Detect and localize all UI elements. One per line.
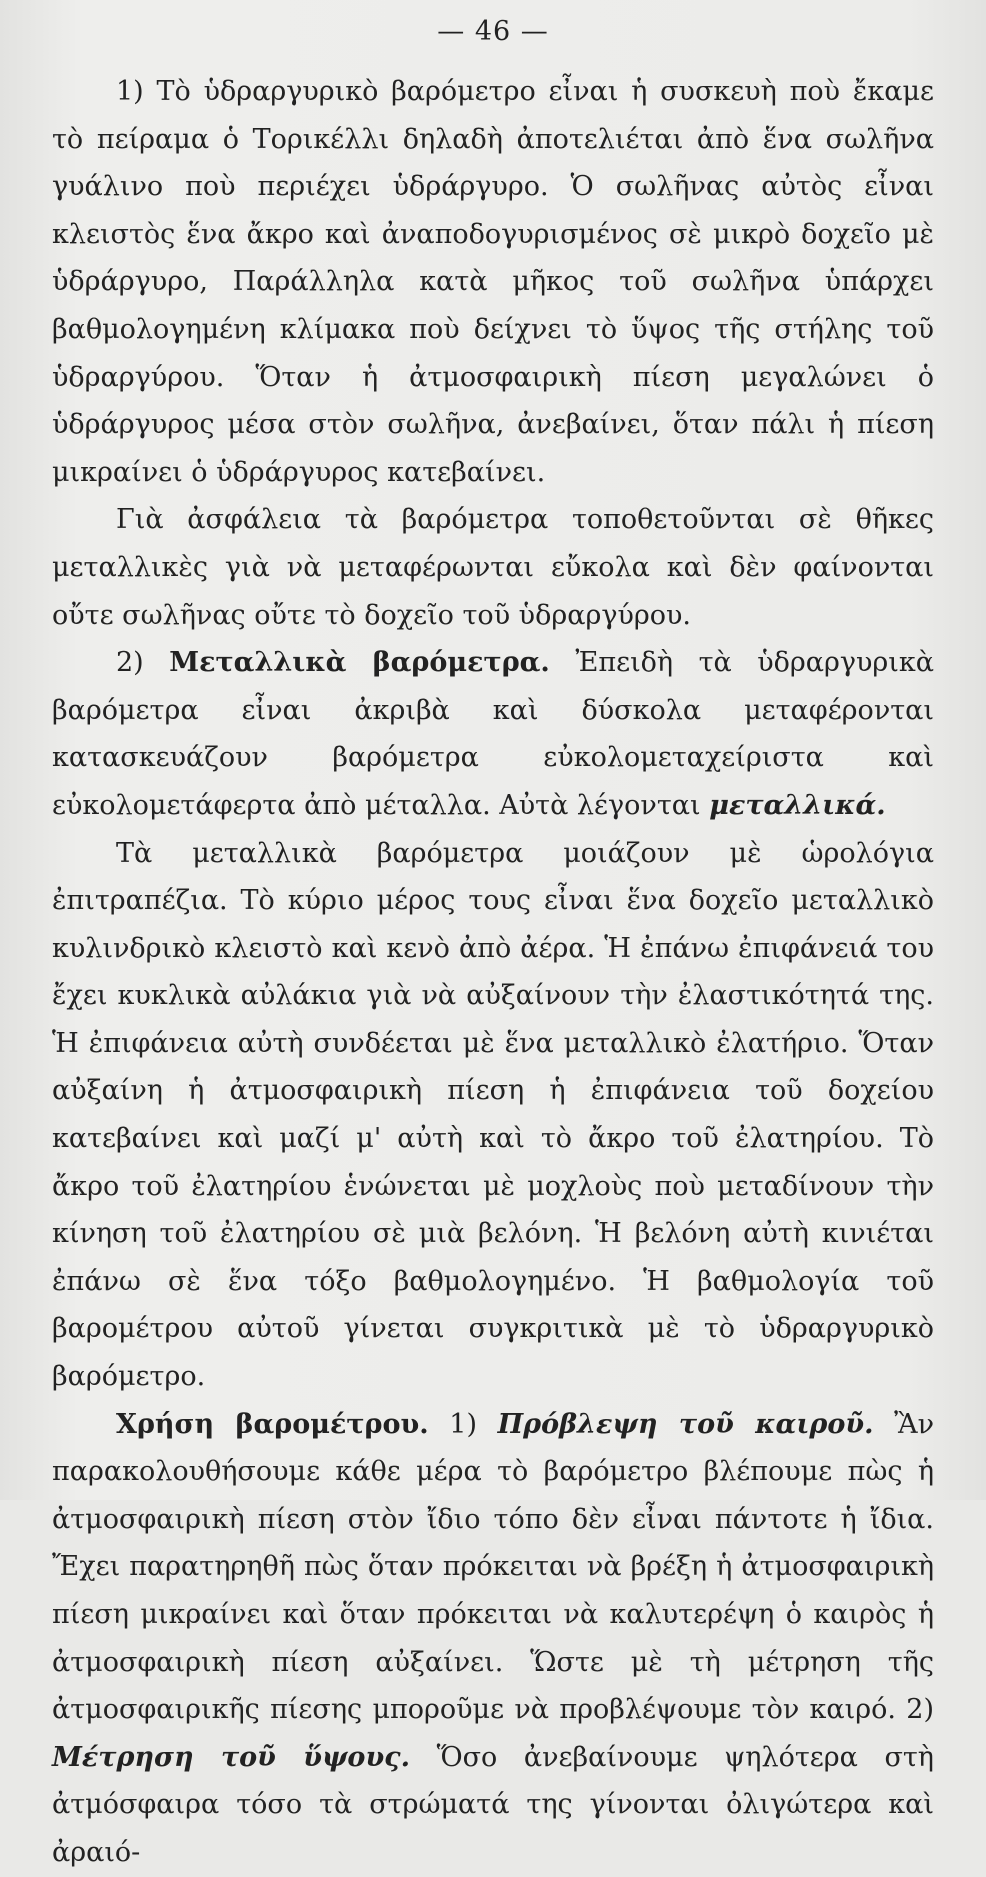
section-heading-metal-barometers: Μεταλλικὰ βαρόμετρα. [169,647,550,679]
subheading-altitude-measurement: Μέτρηση τοῦ ὕψους. [52,1741,411,1773]
paragraph-safety-cases: Γιὰ ἀσφάλεια τὰ βαρόμετρα τοποθετοῦνται σὲ θῆκες μεταλλικὲς γιὰ νὰ μεταφέρωνται εὔκολα καὶ δὲν φαίνονται οὔτε σωλῆνας οὔτε τὸ δοχεῖο τοῦ ὑδραργύρου. [52,504,934,631]
emphasized-term: μεταλλικά. [709,789,886,821]
paragraph-mercury-barometer: 1) Τὸ ὑδραργυρικὸ βαρόμετρο εἶναι ἡ συσκευὴ ποὺ ἔκαμε τὸ πείραμα ὁ Τορικέλλι δηλαδὴ ἀποτελιέται ἀπὸ ἕνα σωλῆνα γυάλινο ποὺ περιέχει ὑδράργυρο. Ὁ σωλῆνας αὐτὸς εἶναι κλειστὸς ἕνα ἄκρο καὶ ἀναποδογυρισμένος σὲ μικρὸ δοχεῖο μὲ ὑδράργυρο, Παράλληλα κατὰ μῆκος τοῦ σωλῆνα ὑπάρχει βαθμολογημένη κλίμακα ποὺ δείχνει τὸ ὕψος τῆς στήλης τοῦ ὑδραργύρου. Ὅταν ἡ ἀτμοσφαιρικὴ πίεση μεγαλώνει ὁ ὑδράργυρος μέσα στὸν σωλῆνα, ἀνεβαίνει, ὅταν πάλι ἡ πίεση μικραίνει ὁ ὑδράργυρος κατεβαίνει. [52,76,934,488]
page-number: — 46 — [437,16,549,47]
subsection-number: 1) [428,1408,498,1440]
page-body [52,68,934,1877]
paragraph-barometer-usage [52,1401,934,1877]
paragraph-metal-mechanism: Τὰ μεταλλικὰ βαρόμετρα μοιάζουν μὲ ὡρολόγια ἐπιτραπέζια. Τὸ κύριο μέρος τους εἶναι ἕνα δοχεῖο μεταλλικὸ κυλινδρικὸ κλειστὸ καὶ κενὸ ἀπὸ ἀέρα. Ἡ ἐπάνω ἐπιφάνειά του ἔχει κυκλικὰ αὐλάκια γιὰ νὰ αὐξαίνουν τὴν ἐλαστικότητά της. Ἡ ἐπιφάνεια αὐτὴ συνδέεται μὲ ἕνα μεταλλικὸ ἐλατήριο. Ὅταν αὐξαίνη ἡ ἀτμοσφαιρικὴ πίεση ἡ ἐπιφάνεια τοῦ δοχείου κατεβαίνει καὶ μαζί μ' αὐτὴ καὶ τὸ ἄκρο τοῦ ἐλατηρίου. Τὸ ἄκρο τοῦ ἐλατηρίου ἑνώνεται μὲ μοχλοὺς ποὺ μεταδίνουν τὴν κίνηση τοῦ ἐλατηρίου σὲ μιὰ βελόνη. Ἡ βελόνη αὐτὴ κινιέται ἐπάνω σὲ ἕνα τόξο βαθμολογημένο. Ἡ βαθμολογία τοῦ βαρομέτρου αὐτοῦ γίνεται συγκριτικὰ μὲ τὸ ὑδραργυρικὸ βαρόμετρο. [52,837,934,1393]
paragraph-metal-barometers [52,639,934,829]
subheading-weather-forecast: Πρόβλεψη τοῦ καιροῦ. [497,1408,874,1440]
paragraph-text: Ἂν παρακολουθήσουμε κάθε μέρα τὸ βαρόμετρο βλέπουμε πὼς ἡ ἀτμοσφαιρικὴ πίεση στὸν ἴδιο τόπο δὲν εἶναι πάντοτε ἡ ἴδια. Ἔχει παρατηρηθῆ πὼς ὅταν πρόκειται νὰ βρέξη ἡ ἀτμοσφαιρικὴ πίεση μικραίνει καὶ ὅταν πρόκειται νὰ καλυτερέψη ὁ καιρὸς ἡ ἀτμοσφαιρικὴ πίεση αὐξαίνει. Ὥστε μὲ τὴ μέτρηση τῆς ἀτμοσφαιρικῆς πίεσης μποροῦμε νὰ προβλέψουμε τὸν καιρό. 2) [52,1408,934,1726]
section-number: 2) [116,647,170,679]
paragraph-text: Ὅσο ἀνεβαίνουμε ψηλότερα στὴ ἀτμόσφαιρα τόσο τὰ στρώματά της γίνονται ὀλιγώτερα καὶ ἀραιό- [52,1741,934,1868]
section-heading-barometer-usage: Χρήση βαρομέτρου. [116,1408,429,1440]
paragraph-text: Ἐπειδὴ τὰ ὑδραργυρικὰ βαρόμετρα εἶναι ἀκριβὰ καὶ δύσκολα μεταφέρονται κατασκευάζουν βαρόμετρα εὐκολομεταχείριστα καὶ εὐκολομετάφερτα ἀπὸ μέταλλα. Αὐτὰ λέγονται [52,647,935,821]
